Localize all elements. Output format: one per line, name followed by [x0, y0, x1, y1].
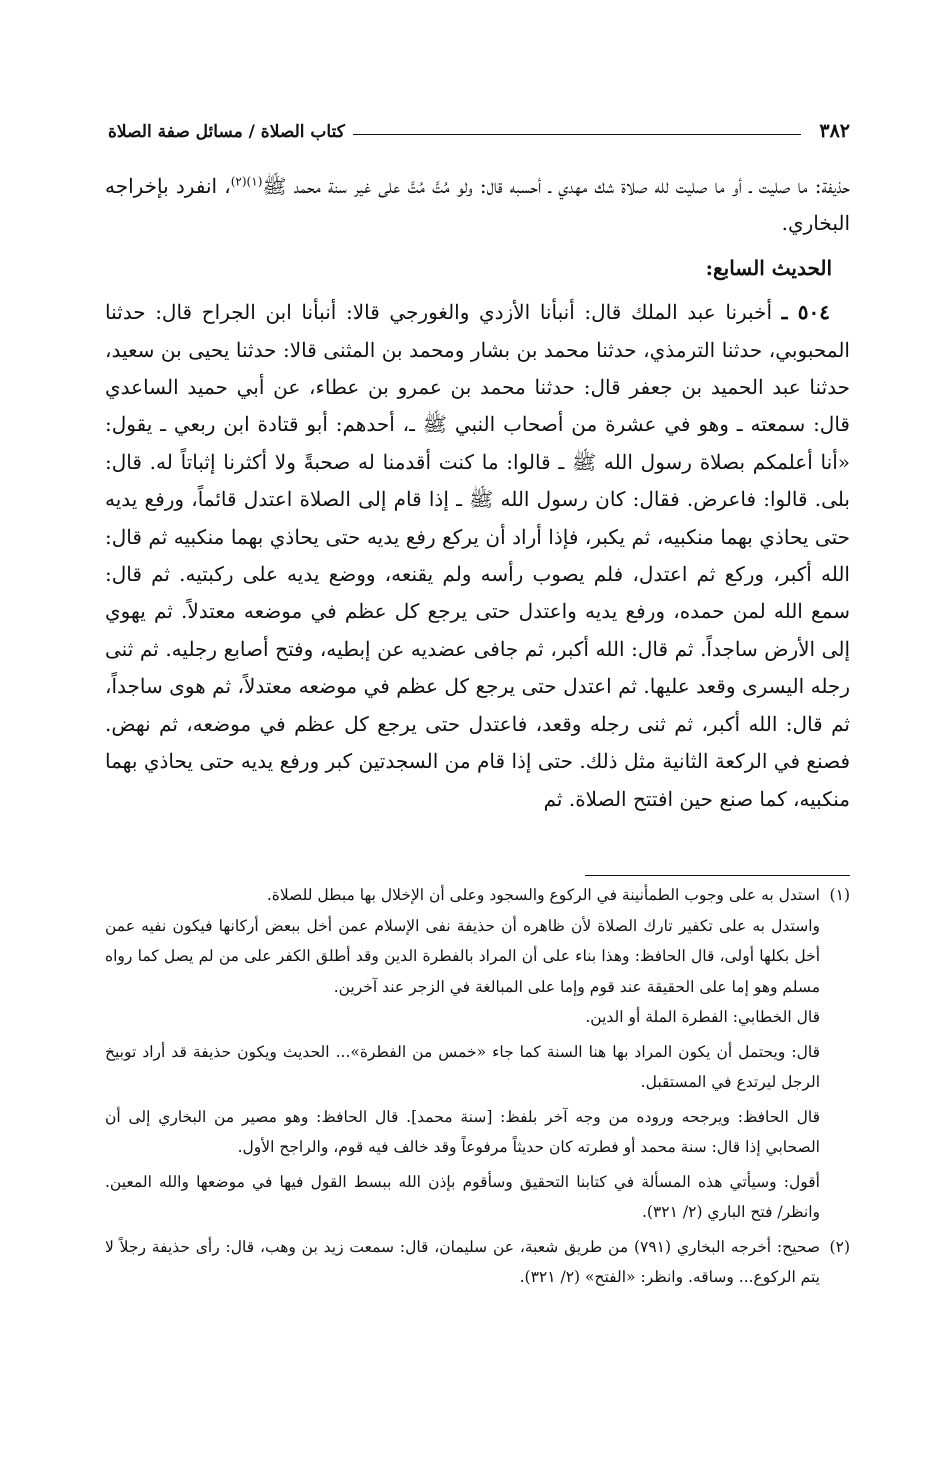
page-header: [108, 112, 850, 142]
intro-text: حذيفة: ما صليت ـ أو ما صليت لله صلاة شك مهدي ـ أحسبه قال: ولو مُتَّ مُتَّ على غير سنة محمد ﷺ: [262, 174, 850, 198]
footnote-1-para6: أقول: وسيأتي هذه المسألة في كتابنا التحقيق وسأقوم بإذن الله ببسط القول فيها في موضعها والله المعين. وانظر/ فتح الباري (٢/ ٣٢١).: [105, 1172, 820, 1221]
footnote-1-para3: قال الخطابي: الفطرة الملة أو الدين.: [585, 1008, 820, 1026]
header-rule: [353, 134, 802, 135]
footnote-1-para5: قال الحافظ: ويرجحه وروده من وجه آخر بلفظ: [سنة محمد]. قال الحافظ: وهو مصير من البخاري إلى أن الصحابي إذا قال: سنة محمد أو فطرته كان حديثاً مرفوعاً وقد خالف فيه قوم، والراجح الأول.: [105, 1107, 820, 1156]
running-title: كتاب الصلاة / مسائل صفة الصلاة: [108, 122, 345, 142]
main-text: [105, 168, 850, 818]
hadith-number: ٥٠٤ ـ: [781, 300, 831, 325]
footnote-body: [105, 1232, 820, 1293]
page-number: ٣٨٢: [819, 120, 850, 142]
hadith-paragraph: [105, 294, 850, 818]
footnote-markers: (١)(٢): [230, 174, 263, 189]
footnote-1: [105, 880, 850, 1228]
footnote-2: [105, 1232, 850, 1293]
footnote-number: (١): [829, 886, 850, 904]
footnote-body: [105, 880, 820, 1228]
intro-end: ، انفرد بإخراجه البخاري.: [105, 174, 850, 236]
footnote-2-text: صحيح: أخرجه البخاري (٧٩١) من طريق شعبة، عن سليمان، قال: سمعت زيد بن وهب، قال: رأى حذيفة رجلاً لا يتم الركوع... وساقه. وانظر: «الفتح» (٢/ ٣٢١).: [105, 1237, 820, 1286]
footnote-number: (٢): [829, 1237, 850, 1256]
intro-paragraph: [105, 168, 850, 243]
footnotes: [105, 880, 850, 1293]
footnote-1-para4: قال: ويحتمل أن يكون المراد بها هنا السنة كما جاء «خمس من الفطرة»... الحديث ويكون حذيفة قد أراد توبيخ الرجل ليرتدع في المستقبل.: [105, 1042, 820, 1091]
footnote-1-line1: استدل به على وجوب الطمأنينة في الركوع والسجود وعلى أن الإخلال بها مبطل للصلاة.: [266, 886, 820, 904]
footnote-1-para2: واستدل به على تكفير تارك الصلاة لأن ظاهره أن حذيفة نفى الإسلام عمن أخل ببعض أركانها فيكون نفيه عمن أخل بكلها أولى، قال الحافظ: وهذا بناء على أن المراد بالفطرة الدين وقد أطلق الكفر على من لم يصل كما رواه مسلم وهو إما على الحقيقة عند قوم وإما على المبالغة في الزجر عند آخرين.: [105, 916, 820, 996]
hadith-text: أخبرنا عبد الملك قال: أنبأنا الأزدي والغورجي قالا: أنبأنا ابن الجراح قال: حدثنا المحبوبي، حدثنا الترمذي، حدثنا محمد بن بشار ومحمد بن المثنى قالا: حدثنا يحيى بن سعيد، حدثنا عبد الحميد بن جعفر قال: حدثنا محمد بن عمرو بن عطاء، عن أبي حميد الساعدي قال: سمعته ـ وهو في عشرة من أصحاب النبي ﷺ ـ، أحدهم: أبو قتادة ابن ربعي ـ يقول: «أنا أعلمكم بصلاة رسول الله ﷺ ـ قالوا: ما كنت أقدمنا له صحبةً ولا أكثرنا إثباتاً له. قال: بلى. قالوا: فاعرض. فقال: كان رسول الله ﷺ ـ إذا قام إلى الصلاة اعتدل قائماً، ورفع يديه حتى يحاذي بهما منكبيه، ثم يكبر، فإذا أراد أن يركع رفع يديه حتى يحاذي بهما منكبيه ثم قال: الله أكبر، وركع ثم اعتدل، فلم يصوب رأسه ولم يقنعه، ووضع يديه على ركبتيه. ثم قال: سمع الله لمن حمده، ورفع يديه واعتدل حتى يرجع كل عظم في موضعه معتدلاً. ثم يهوي إلى الأرض ساجداً. ثم قال: الله أكبر، ثم جافى عضديه عن إبطيه، وفتح أصابع رجليه. ثم ثنى رجله اليسرى وقعد عليها. ثم اعتدل حتى يرجع كل عظم في موضعه معتدلاً، ثم هوى ساجداً، ثم قال: الله أكبر، ثم ثنى رجله وقعد، فاعتدل حتى يرجع كل عظم في موضعه، ثم نهض. فصنع في الركعة الثانية مثل ذلك. حتى إذا قام من السجدتين كبر ورفع يديه حتى يحاذي بهما منكبيه، كما صنع حين افتتح الصلاة. ثم: [105, 300, 850, 811]
section-heading: الحديث السابع:: [705, 255, 832, 280]
footnote-separator: [585, 875, 850, 876]
